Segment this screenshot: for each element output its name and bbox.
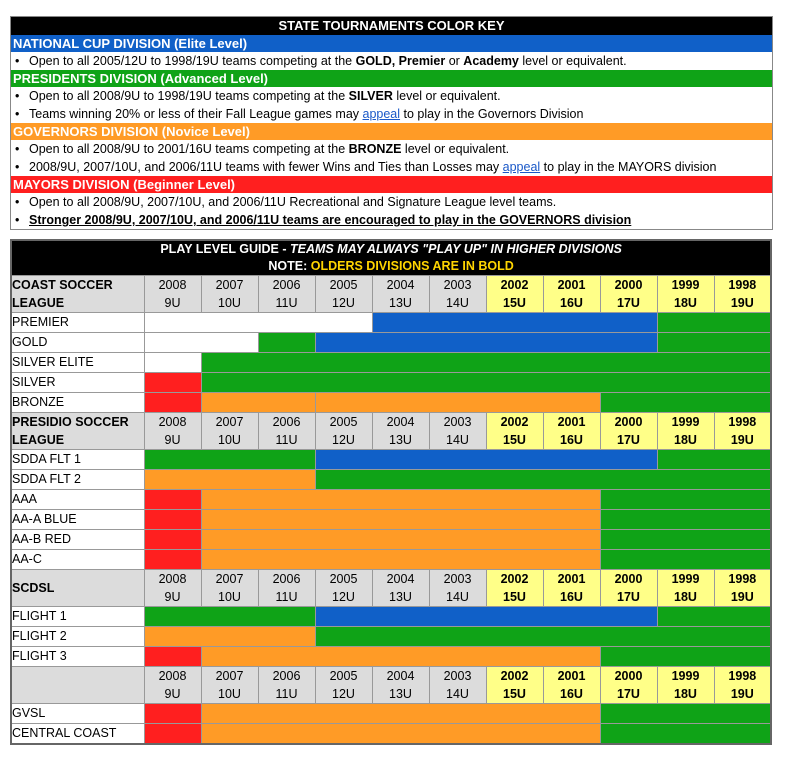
bullet-text: Teams winning 20% or less of their Fall League games may — [29, 107, 363, 121]
level-row — [11, 724, 771, 745]
division-color-span — [144, 704, 201, 724]
guide-title-cell — [11, 240, 771, 276]
division-color-span — [201, 490, 600, 510]
age-group: 16U — [560, 433, 583, 447]
level-label-cell: SILVER — [11, 373, 144, 393]
year-header-cell — [486, 276, 543, 313]
division-color-span — [201, 724, 600, 745]
birth-year: 2006 — [272, 415, 301, 429]
birth-year: 2007 — [215, 278, 244, 292]
division-color-span — [144, 373, 201, 393]
age-group: 19U — [730, 590, 754, 604]
age-group: 11U — [275, 687, 298, 701]
year-header-cell — [201, 413, 258, 450]
division-color-span — [201, 530, 600, 550]
bullet-bold: GOLD, Premier — [355, 54, 446, 68]
division-heading: NATIONAL CUP DIVISION (Elite Level) — [11, 35, 772, 52]
level-label-cell: SILVER ELITE — [11, 353, 144, 373]
birth-year: 1998 — [728, 415, 757, 429]
year-header-cell — [315, 413, 372, 450]
age-group: 12U — [332, 590, 355, 604]
year-header-cell — [258, 570, 315, 607]
division-color-span — [258, 333, 315, 353]
level-label-cell: CENTRAL COAST — [11, 724, 144, 745]
year-header-cell — [144, 570, 201, 607]
year-header-cell — [372, 413, 429, 450]
level-row — [11, 607, 771, 627]
birth-year: 1999 — [671, 415, 700, 429]
appeal-link[interactable]: appeal — [362, 107, 401, 121]
birth-year: 2000 — [614, 278, 643, 292]
bullet-text: level or equivalent. — [518, 54, 627, 68]
birth-year: 2008 — [158, 669, 187, 683]
level-label-cell: GVSL — [11, 704, 144, 724]
bullet-dot: • — [15, 195, 20, 209]
level-row — [11, 470, 771, 490]
birth-year: 2005 — [329, 572, 358, 586]
division-bullet-line — [11, 105, 772, 123]
age-group: 18U — [674, 590, 697, 604]
league-name-cell: COAST SOCCER LEAGUE — [11, 276, 144, 313]
division-color-span — [144, 550, 201, 570]
division-bullet-line — [11, 87, 772, 105]
birth-year: 2002 — [500, 278, 529, 292]
level-row — [11, 490, 771, 510]
year-header-cell — [258, 413, 315, 450]
division-color-span — [315, 607, 657, 627]
level-label-cell: AA-B RED — [11, 530, 144, 550]
level-row — [11, 353, 771, 373]
birth-year: 2002 — [500, 669, 529, 683]
guide-table-body — [11, 240, 771, 744]
division-color-span — [144, 627, 315, 647]
year-header-cell — [543, 413, 600, 450]
age-group: 12U — [332, 433, 355, 447]
age-group: 15U — [503, 296, 526, 310]
bullet-dot: • — [15, 160, 20, 174]
level-row — [11, 313, 771, 333]
division-color-span — [657, 450, 771, 470]
age-group: 14U — [446, 433, 469, 447]
division-color-span — [144, 450, 315, 470]
birth-year: 2003 — [443, 278, 472, 292]
year-header-cell — [486, 667, 543, 704]
note-text: OLDERS DIVISIONS ARE IN BOLD — [310, 259, 514, 273]
bullet-dot: • — [15, 54, 20, 68]
division-color-span — [144, 313, 372, 333]
color-key-title: STATE TOURNAMENTS COLOR KEY — [11, 17, 772, 35]
division-color-span — [201, 647, 600, 667]
birth-year: 1999 — [671, 572, 700, 586]
guide-title-plain: PLAY LEVEL GUIDE - — [160, 242, 291, 256]
division-bullet-line — [11, 158, 772, 176]
division-color-span — [201, 353, 771, 373]
birth-year: 2004 — [386, 669, 415, 683]
level-row — [11, 550, 771, 570]
division-color-span — [600, 510, 771, 530]
birth-year: 1999 — [671, 278, 700, 292]
age-group: 14U — [446, 687, 469, 701]
year-header-cell — [258, 276, 315, 313]
league-year-header-row — [11, 413, 771, 450]
age-group: 18U — [674, 433, 697, 447]
level-label-cell: SDDA FLT 1 — [11, 450, 144, 470]
level-row — [11, 704, 771, 724]
bullet-dot: • — [15, 213, 20, 227]
year-header-cell — [372, 667, 429, 704]
year-header-cell — [201, 276, 258, 313]
year-header-cell — [144, 667, 201, 704]
level-label-cell: AAA — [11, 490, 144, 510]
level-label-cell: AA-A BLUE — [11, 510, 144, 530]
league-name-cell — [11, 667, 144, 704]
age-group: 18U — [674, 296, 697, 310]
age-group: 17U — [617, 590, 640, 604]
level-label-cell: FLIGHT 1 — [11, 607, 144, 627]
year-header-cell — [714, 413, 771, 450]
birth-year: 1998 — [728, 572, 757, 586]
level-label-cell: FLIGHT 3 — [11, 647, 144, 667]
age-group: 9U — [164, 433, 181, 447]
age-group: 19U — [730, 433, 754, 447]
bullet-text: to play in the Governors Division — [400, 107, 584, 121]
level-label-cell: PREMIER — [11, 313, 144, 333]
division-color-span — [657, 607, 771, 627]
year-header-cell — [486, 570, 543, 607]
age-group: 16U — [560, 687, 583, 701]
birth-year: 2000 — [614, 572, 643, 586]
birth-year: 2005 — [329, 415, 358, 429]
birth-year: 2007 — [215, 572, 244, 586]
bullet-text: level or equivalent. — [401, 142, 510, 156]
note-label: NOTE: — [268, 259, 311, 273]
age-group: 15U — [503, 687, 526, 701]
birth-year: 2001 — [557, 669, 586, 683]
age-group: 15U — [503, 590, 526, 604]
birth-year: 2003 — [443, 415, 472, 429]
bullet-text: level or equivalent. — [392, 89, 501, 103]
division-heading: PRESIDENTS DIVISION (Advanced Level) — [11, 70, 772, 87]
birth-year: 2005 — [329, 669, 358, 683]
year-header-cell — [315, 276, 372, 313]
year-header-cell — [657, 413, 714, 450]
age-group: 10U — [218, 433, 241, 447]
year-header-cell — [486, 413, 543, 450]
division-color-span — [144, 393, 201, 413]
division-color-span — [600, 647, 771, 667]
year-header-cell — [429, 413, 486, 450]
age-group: 15U — [503, 433, 526, 447]
level-row — [11, 450, 771, 470]
league-year-header-row — [11, 667, 771, 704]
year-header-cell — [201, 570, 258, 607]
division-color-span — [201, 510, 600, 530]
birth-year: 2000 — [614, 415, 643, 429]
year-header-cell — [714, 667, 771, 704]
year-header-cell — [429, 276, 486, 313]
birth-year: 2003 — [443, 572, 472, 586]
age-group: 13U — [389, 590, 412, 604]
age-group: 17U — [617, 296, 640, 310]
division-heading: GOVERNORS DIVISION (Novice Level) — [11, 123, 772, 140]
bullet-text: Open to all 2008/9U, 2007/10U, and 2006/11U Recreational and Signature League level teams. — [29, 195, 557, 209]
year-header-cell — [372, 276, 429, 313]
play-level-guide-table — [10, 239, 772, 745]
division-color-span — [315, 470, 771, 490]
bullet-text: to play in the MAYORS division — [540, 160, 717, 174]
bullet-text: 2008/9U, 2007/10U, and 2006/11U teams with fewer Wins and Ties than Losses may — [29, 160, 503, 174]
color-key-box — [10, 16, 773, 230]
league-year-header-row — [11, 276, 771, 313]
birth-year: 1998 — [728, 278, 757, 292]
age-group: 11U — [275, 590, 298, 604]
league-name-cell: SCDSL — [11, 570, 144, 607]
bullet-text: Open to all 2008/9U to 1998/19U teams competing at the — [29, 89, 349, 103]
bullet-bold: Academy — [463, 54, 519, 68]
year-header-cell — [258, 667, 315, 704]
level-row — [11, 333, 771, 353]
division-color-span — [315, 627, 771, 647]
division-bullet-line — [11, 193, 772, 211]
birth-year: 2006 — [272, 669, 301, 683]
bullet-dot: • — [15, 142, 20, 156]
age-group: 13U — [389, 687, 412, 701]
year-header-cell — [201, 667, 258, 704]
level-label-cell: FLIGHT 2 — [11, 627, 144, 647]
year-header-cell — [144, 413, 201, 450]
bullet-bold: SILVER — [348, 89, 393, 103]
level-label-cell: SDDA FLT 2 — [11, 470, 144, 490]
level-label-cell: AA-C — [11, 550, 144, 570]
division-color-span — [201, 373, 771, 393]
year-header-cell — [714, 570, 771, 607]
division-bullet-line — [11, 211, 772, 229]
age-group: 19U — [730, 296, 754, 310]
level-label-cell: GOLD — [11, 333, 144, 353]
age-group: 17U — [617, 433, 640, 447]
division-color-span — [144, 490, 201, 510]
division-color-span — [144, 607, 315, 627]
age-group: 13U — [389, 433, 412, 447]
year-header-cell — [315, 570, 372, 607]
division-color-span — [144, 510, 201, 530]
year-header-cell — [543, 570, 600, 607]
color-key-body — [11, 35, 772, 229]
level-row — [11, 393, 771, 413]
level-row — [11, 647, 771, 667]
year-header-cell — [144, 276, 201, 313]
division-color-span — [201, 550, 600, 570]
birth-year: 2001 — [557, 278, 586, 292]
birth-year: 2002 — [500, 572, 529, 586]
division-bullet-line — [11, 140, 772, 158]
age-group: 11U — [275, 433, 298, 447]
year-header-cell — [315, 667, 372, 704]
age-group: 16U — [560, 296, 583, 310]
year-header-cell — [600, 276, 657, 313]
year-header-cell — [429, 667, 486, 704]
age-group: 14U — [446, 296, 469, 310]
birth-year: 2001 — [557, 415, 586, 429]
age-group: 10U — [218, 687, 241, 701]
bullet-strong-underlined: Stronger 2008/9U, 2007/10U, and 2006/11U teams are encouraged to play in the GOVERNORS division — [29, 213, 632, 227]
division-color-span — [315, 450, 657, 470]
age-group: 16U — [560, 590, 583, 604]
year-header-cell — [543, 667, 600, 704]
birth-year: 2008 — [158, 572, 187, 586]
division-color-span — [600, 550, 771, 570]
division-color-span — [372, 313, 657, 333]
birth-year: 2004 — [386, 278, 415, 292]
guide-title-italic: TEAMS MAY ALWAYS "PLAY UP" IN HIGHER DIVISIONS — [290, 242, 622, 256]
year-header-cell — [429, 570, 486, 607]
birth-year: 2007 — [215, 669, 244, 683]
birth-year: 2001 — [557, 572, 586, 586]
division-color-span — [657, 333, 771, 353]
age-group: 9U — [164, 296, 181, 310]
age-group: 12U — [332, 296, 355, 310]
birth-year: 2008 — [158, 278, 187, 292]
birth-year: 2008 — [158, 415, 187, 429]
division-color-span — [144, 470, 315, 490]
division-color-span — [600, 393, 771, 413]
bullet-bold: BRONZE — [348, 142, 402, 156]
birth-year: 2004 — [386, 572, 415, 586]
appeal-link[interactable]: appeal — [502, 160, 541, 174]
age-group: 10U — [218, 590, 241, 604]
year-header-cell — [600, 570, 657, 607]
division-color-span — [315, 393, 600, 413]
year-header-cell — [657, 570, 714, 607]
birth-year: 2006 — [272, 278, 301, 292]
age-group: 18U — [674, 687, 697, 701]
year-header-cell — [600, 413, 657, 450]
division-heading: MAYORS DIVISION (Beginner Level) — [11, 176, 772, 193]
age-group: 17U — [617, 687, 640, 701]
birth-year: 2007 — [215, 415, 244, 429]
division-color-span — [144, 724, 201, 745]
bullet-dot: • — [15, 89, 20, 103]
division-color-span — [144, 333, 258, 353]
year-header-cell — [600, 667, 657, 704]
birth-year: 2000 — [614, 669, 643, 683]
bullet-dot: • — [15, 107, 20, 121]
birth-year: 2002 — [500, 415, 529, 429]
division-color-span — [144, 647, 201, 667]
year-header-cell — [543, 276, 600, 313]
division-color-span — [600, 724, 771, 745]
league-year-header-row — [11, 570, 771, 607]
birth-year: 1998 — [728, 669, 757, 683]
league-name-cell: PRESIDIO SOCCER LEAGUE — [11, 413, 144, 450]
level-row — [11, 627, 771, 647]
age-group: 9U — [164, 687, 181, 701]
age-group: 11U — [275, 296, 298, 310]
birth-year: 1999 — [671, 669, 700, 683]
bullet-text: Open to all 2005/12U to 1998/19U teams competing at the — [29, 54, 356, 68]
level-label-cell: BRONZE — [11, 393, 144, 413]
division-color-span — [600, 530, 771, 550]
bullet-text: Open to all 2008/9U to 2001/16U teams competing at the — [29, 142, 349, 156]
age-group: 19U — [730, 687, 754, 701]
year-header-cell — [372, 570, 429, 607]
age-group: 9U — [164, 590, 181, 604]
age-group: 12U — [332, 687, 355, 701]
birth-year: 2003 — [443, 669, 472, 683]
level-row — [11, 373, 771, 393]
division-color-span — [144, 530, 201, 550]
division-color-span — [201, 393, 315, 413]
birth-year: 2006 — [272, 572, 301, 586]
division-color-span — [657, 313, 771, 333]
year-header-cell — [714, 276, 771, 313]
level-row — [11, 510, 771, 530]
year-header-cell — [657, 667, 714, 704]
division-color-span — [201, 704, 600, 724]
division-bullet-line — [11, 52, 772, 70]
bullet-text: or — [445, 54, 464, 68]
division-color-span — [600, 704, 771, 724]
age-group: 10U — [218, 296, 241, 310]
division-color-span — [315, 333, 657, 353]
year-header-cell — [657, 276, 714, 313]
division-color-span — [144, 353, 201, 373]
birth-year: 2005 — [329, 278, 358, 292]
age-group: 13U — [389, 296, 412, 310]
birth-year: 2004 — [386, 415, 415, 429]
division-color-span — [600, 490, 771, 510]
level-row — [11, 530, 771, 550]
age-group: 14U — [446, 590, 469, 604]
